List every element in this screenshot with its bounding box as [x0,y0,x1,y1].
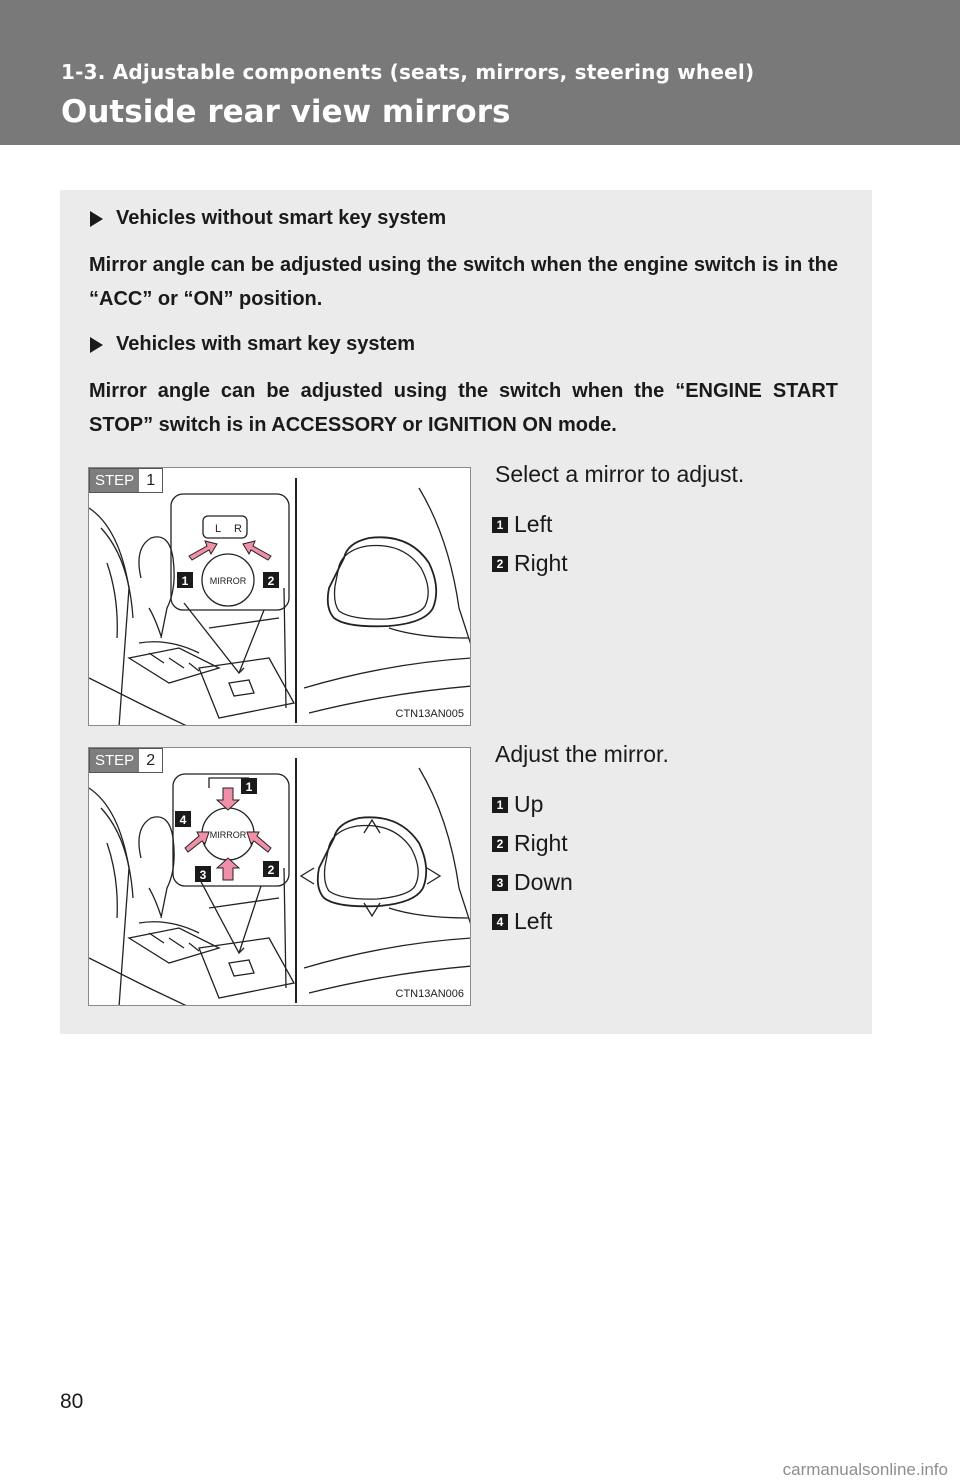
step1-item-list [492,505,568,583]
mirror-switch-label: MIRROR [209,830,247,840]
pointer-triangle-icon [90,211,103,227]
pointer-triangle-icon [90,337,103,353]
content-panel [60,190,872,1034]
condition-text-smart-key: Mirror angle can be adjusted using the switch when the “ENGINE START STOP” switch is in ACCESSORY or IGNITION ON mode. [89,380,838,436]
mirror-adjust-illustration [89,748,471,1006]
callout-3: 3 [199,868,207,882]
step2-figure [88,747,471,1006]
watermark: carmanualsonline.info [782,1460,948,1479]
list-item: 3 Down [492,863,573,902]
page-header [0,0,960,145]
condition-text-no-smart-key: Mirror angle can be adjusted using the switch when the engine switch is in the “ACC” or “ON” position. [89,254,838,310]
figure-code: CTN13AN005 [395,708,464,720]
callout-4: 4 [179,813,187,827]
list-item: 1 Left [492,505,568,544]
section-title: 1-3. Adjustable components (seats, mirrors, steering wheel) [61,60,755,84]
condition-heading-smart-key: Vehicles with smart key system [90,333,415,356]
figure-code: CTN13AN006 [395,988,464,1000]
list-item: 4 Left [492,902,573,941]
list-item: 1 Up [492,785,573,824]
mirror-select-illustration [89,468,471,726]
step1-instruction: Select a mirror to adjust. [495,461,745,487]
step2-instruction: Adjust the mirror. [495,741,669,767]
step2-item-list [492,785,573,941]
selector-left-label: L [215,523,222,535]
callout-2: 2 [267,574,275,588]
page-title: Outside rear view mirrors [61,94,511,130]
mirror-switch-label: MIRROR [209,576,247,586]
page-number: 80 [60,1390,84,1413]
step2-badge: STEP 2 [89,748,163,773]
condition-heading-no-smart-key: Vehicles without smart key system [90,207,446,230]
list-item: 2 Right [492,544,568,583]
callout-2: 2 [267,863,275,877]
callout-1: 1 [181,574,189,588]
list-item: 2 Right [492,824,573,863]
callout-1: 1 [245,780,253,794]
step1-badge: STEP 1 [89,468,163,493]
selector-right-label: R [234,523,242,535]
step1-figure [88,467,471,726]
